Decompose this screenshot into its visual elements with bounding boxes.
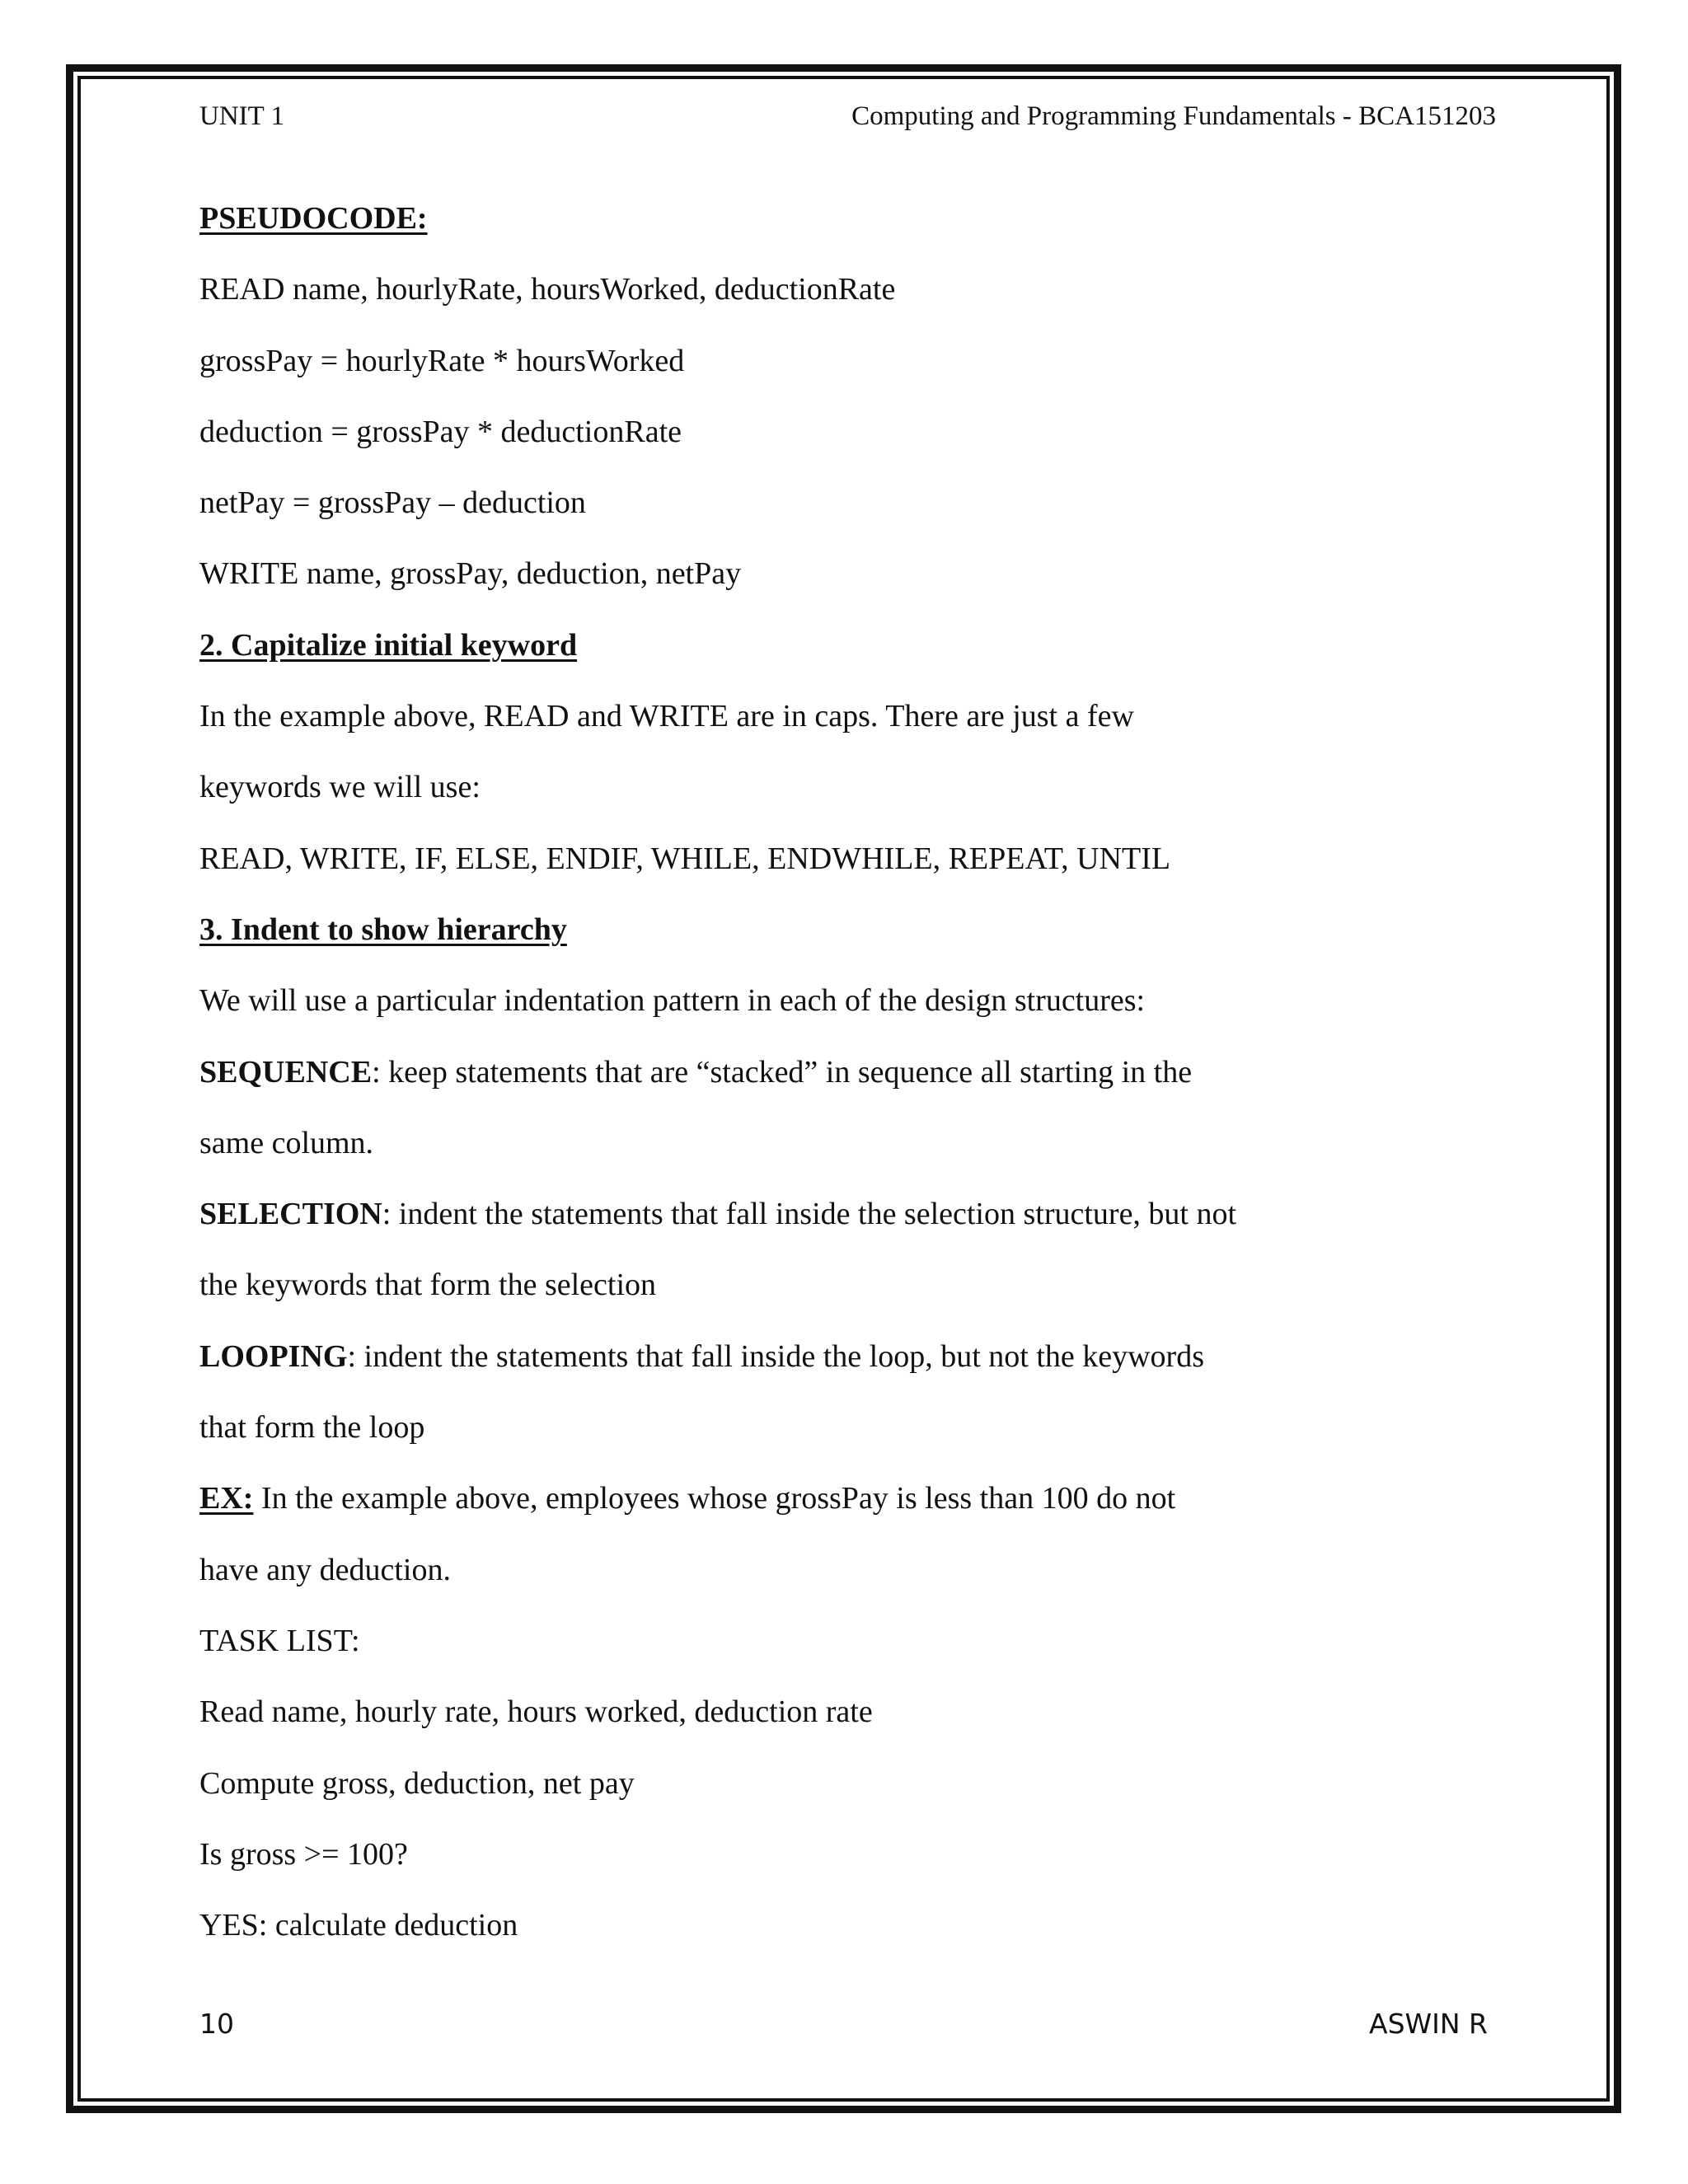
section-3-heading: 3. Indent to show hierarchy xyxy=(199,912,567,947)
looping-definition xyxy=(199,1336,1518,1407)
sequence-term: SEQUENCE xyxy=(199,1054,373,1090)
paragraph-line: In the example above, READ and WRITE are in caps. There are just a few xyxy=(199,699,1134,734)
selection-term: SELECTION xyxy=(199,1197,382,1232)
task-list-item: Read name, hourly rate, hours worked, deduction rate xyxy=(199,1694,873,1730)
paragraph-line: We will use a particular indentation pattern in each of the design structures: xyxy=(199,983,1146,1019)
footer-author: ASWIN R xyxy=(1369,2008,1488,2040)
paragraph-line: that form the loop xyxy=(199,1410,425,1446)
task-list-item: YES: calculate deduction xyxy=(199,1908,518,1943)
selection-text: : indent the statements that fall inside the selection structure, but not xyxy=(382,1197,1237,1232)
task-list-item: Is gross >= 100? xyxy=(199,1836,408,1872)
code-line: grossPay = hourlyRate * hoursWorked xyxy=(199,343,685,378)
paragraph-line: same column. xyxy=(199,1125,374,1160)
page-body xyxy=(199,198,1518,1975)
looping-text: : indent the statements that fall inside the loop, but not the keywords xyxy=(347,1338,1204,1374)
selection-definition xyxy=(199,1193,1518,1264)
task-list-heading: TASK LIST: xyxy=(199,1623,360,1658)
code-line: netPay = grossPay – deduction xyxy=(199,485,586,521)
keywords-line: READ, WRITE, IF, ELSE, ENDIF, WHILE, ENDWHILE, REPEAT, UNTIL xyxy=(199,841,1171,876)
example-label: EX: xyxy=(199,1481,254,1516)
example-text: In the example above, employees whose grossPay is less than 100 do not xyxy=(253,1481,1176,1516)
pseudocode-heading: PSEUDOCODE: xyxy=(199,201,428,236)
paragraph-line: the keywords that form the selection xyxy=(199,1268,657,1303)
sequence-text: : keep statements that are “stacked” in sequence all starting in the xyxy=(372,1054,1193,1090)
example-paragraph xyxy=(199,1478,1518,1549)
header-unit: UNIT 1 xyxy=(199,101,284,131)
code-line: deduction = grossPay * deductionRate xyxy=(199,414,682,449)
header-course-title: Computing and Programming Fundamentals - BCA151203 xyxy=(851,101,1496,131)
paragraph-line: have any deduction. xyxy=(199,1552,451,1587)
code-line: WRITE name, grossPay, deduction, netPay xyxy=(199,556,742,592)
task-list-item: Compute gross, deduction, net pay xyxy=(199,1765,635,1801)
page-number: 10 xyxy=(199,2008,234,2040)
paragraph-line: keywords we will use: xyxy=(199,770,481,805)
looping-term: LOOPING xyxy=(199,1338,348,1374)
section-2-heading: 2. Capitalize initial keyword xyxy=(199,627,578,663)
code-line: READ name, hourlyRate, hoursWorked, deductionRate xyxy=(199,272,896,307)
sequence-definition xyxy=(199,1052,1518,1122)
